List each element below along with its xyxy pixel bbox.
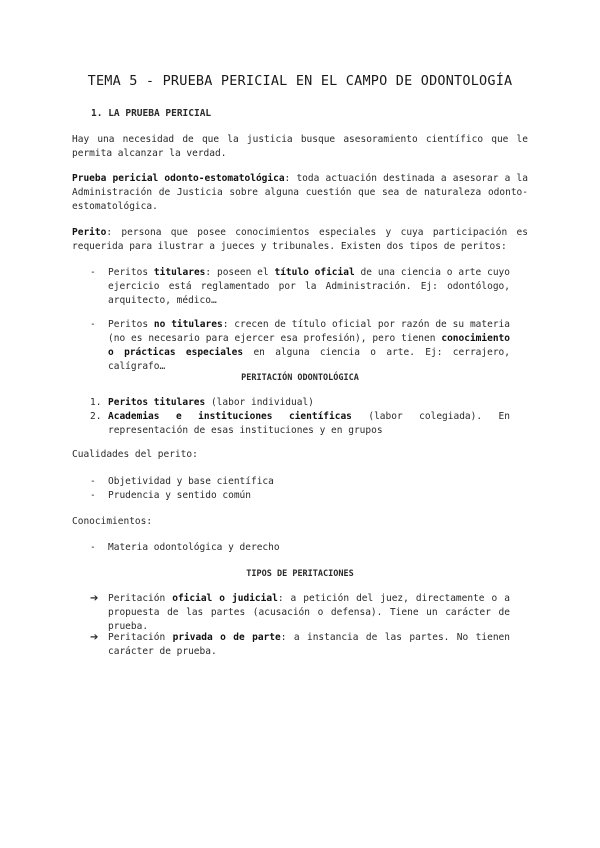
list-item-text: [108, 410, 510, 438]
list-marker: 2.: [90, 411, 102, 422]
page-title: TEMA 5 - PRUEBA PERICIAL EN EL CAMPO DE ODONTOLOGÍA: [87, 73, 513, 89]
bold-part: no titulares: [153, 319, 223, 330]
peritacion-heading: PERITACIÓN ODONTOLÓGICA: [241, 373, 359, 383]
list-item-text: [108, 631, 510, 659]
arrow-icon: ➔: [90, 632, 99, 643]
cualidades-label: Cualidades del perito:: [72, 449, 198, 460]
list-marker: -: [90, 490, 96, 501]
text-part: : a petición del juez, directamente o a propuesta de las partes (acusación o defensa). Tiene un carácter de prueba.: [108, 593, 511, 632]
section-heading: [91, 107, 547, 121]
list-marker: -: [90, 319, 96, 330]
definition-term: Perito: [72, 227, 107, 238]
list-item: [90, 489, 510, 503]
list-item-text: [108, 266, 510, 308]
text-part: : crecen de título oficial por razón de su materia (no es necesario para ejercer esa profesión), pero tienen: [108, 319, 510, 344]
list-item: [90, 410, 510, 438]
list-marker: -: [90, 267, 96, 278]
text-part: : a instancia de las partes. No tienen carácter de prueba.: [108, 632, 510, 657]
intro-paragraph: Hay una necesidad de que la justicia busque asesoramiento científico que le permita alcanzar la verdad.: [72, 134, 528, 159]
section-title: LA PRUEBA PERICIAL: [108, 108, 212, 119]
text-part: Peritos: [108, 319, 154, 330]
text-part: Peritos: [108, 267, 154, 278]
bold-part: conocimiento o prácticas especiales: [108, 333, 510, 358]
definition-text: : toda actuación destinada a asesorar a la Administración de Justicia sobre alguna cuestión que sea de naturaleza odonto-estomatológica.: [72, 173, 528, 212]
list-item-text: [108, 396, 510, 410]
text-part: Peritación: [108, 632, 173, 643]
list-item: [90, 396, 510, 410]
list-marker: -: [90, 542, 96, 553]
definition-text: : persona que posee conocimientos especiales y cuya participación es requerida para ilustrar a jueces y tribunales. Existen dos tipos de peritos:: [72, 227, 528, 252]
bold-part: Academias e instituciones científicas: [108, 411, 352, 422]
tipos-peritaciones-heading: TIPOS DE PERITACIONES: [246, 569, 354, 579]
conocimientos-label: Conocimientos:: [72, 516, 153, 527]
text-part: de una ciencia o arte cuyo ejercicio está reglamentado por la Administración. Ej: odontólogo, arquitecto, médico…: [108, 267, 510, 306]
perito-definition: [72, 226, 528, 254]
bold-part: privada o de parte: [172, 632, 281, 643]
list-item: [90, 631, 510, 659]
prueba-pericial-definition: [72, 172, 528, 214]
bold-part: titulares: [153, 267, 206, 278]
list-item-text: [108, 318, 510, 374]
list-item: [90, 266, 510, 308]
list-item-text: [108, 592, 510, 634]
arrow-icon: ➔: [90, 593, 99, 604]
text-part: (labor colegiada). En representación de esas instituciones y en grupos: [108, 411, 510, 436]
list-item-text: Objetividad y base científica: [108, 476, 274, 487]
section-number: 1.: [91, 108, 103, 119]
list-item-text: Prudencia y sentido común: [108, 490, 251, 501]
bold-part: Peritos titulares: [108, 397, 206, 408]
list-item: [90, 592, 510, 634]
list-marker: -: [90, 476, 96, 487]
text-part: en alguna ciencia o arte. Ej: cerrajero, calígrafo…: [108, 347, 510, 372]
bold-part: oficial o judicial: [172, 593, 278, 604]
text-part: (labor individual): [205, 397, 314, 408]
list-item: [90, 318, 510, 374]
text-part: : poseen el: [205, 267, 275, 278]
list-item: [90, 541, 510, 555]
bold-part: título oficial: [274, 267, 355, 278]
list-marker: 1.: [90, 397, 102, 408]
definition-term: Prueba pericial odonto-estomatológica: [72, 173, 285, 184]
list-item-text: Materia odontológica y derecho: [108, 542, 280, 553]
text-part: Peritación: [108, 593, 173, 604]
list-item: [90, 475, 510, 489]
